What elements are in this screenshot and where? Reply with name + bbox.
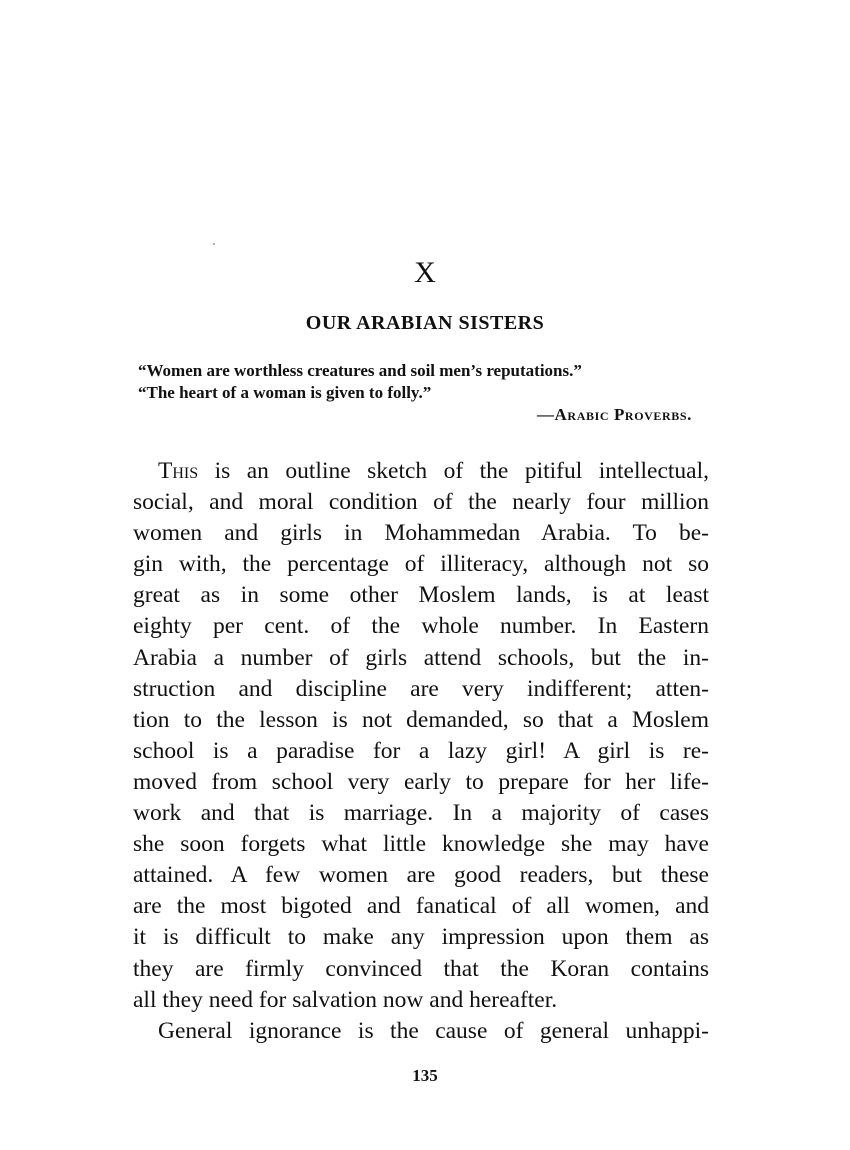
opening-word: This — [158, 458, 199, 484]
print-speck — [213, 243, 215, 245]
text-line: Arabia a number of girls attend schools, but the in- — [133, 644, 709, 671]
text-line: great as in some other Moslem lands, is at least — [133, 582, 709, 609]
text-line: are the most bigoted and fanatical of all women, and — [133, 893, 709, 920]
epigraph-attribution: —Arabic Proverbs. — [536, 405, 692, 424]
text-line: it is difficult to make any impression upon them as — [133, 924, 709, 951]
text-line: school is a paradise for a lazy girl! A girl is re- — [133, 737, 709, 764]
text-line: moved from school very early to prepare for her life- — [133, 768, 709, 795]
text-line: tion to the lesson is not demanded, so that a Moslem — [133, 706, 709, 733]
text-line: eighty per cent. of the whole number. In Eastern — [133, 613, 709, 640]
epigraph — [138, 360, 698, 426]
text-line: women and girls in Mohammedan Arabia. To be- — [133, 520, 709, 547]
text-line: General ignorance is the cause of general unhappi- — [158, 1017, 709, 1044]
epigraph-line: “The heart of a woman is given to folly.” — [138, 383, 432, 402]
epigraph-line: “Women are worthless creatures and soil men’s reputations.” — [138, 361, 582, 380]
chapter-number: X — [414, 256, 436, 289]
chapter-title: OUR ARABIAN SISTERS — [305, 312, 545, 334]
text-line: they are firmly convinced that the Koran contains — [133, 955, 709, 982]
body-text — [133, 456, 709, 1047]
text-line: all they need for salvation now and hereafter. — [133, 986, 558, 1013]
page-number: 135 — [412, 1066, 438, 1085]
text-line: struction and discipline are very indifferent; atten- — [133, 675, 709, 702]
text-line: she soon forgets what little knowledge she may have — [133, 831, 709, 858]
text-line: work and that is marriage. In a majority of cases — [133, 800, 709, 827]
text-line: social, and moral condition of the nearly four million — [133, 489, 709, 516]
text-line: attained. A few women are good readers, but these — [133, 862, 709, 889]
text-line: gin with, the percentage of illiteracy, although not so — [133, 551, 709, 578]
text-line: This is an outline sketch of the pitiful intellectual, — [158, 458, 709, 484]
